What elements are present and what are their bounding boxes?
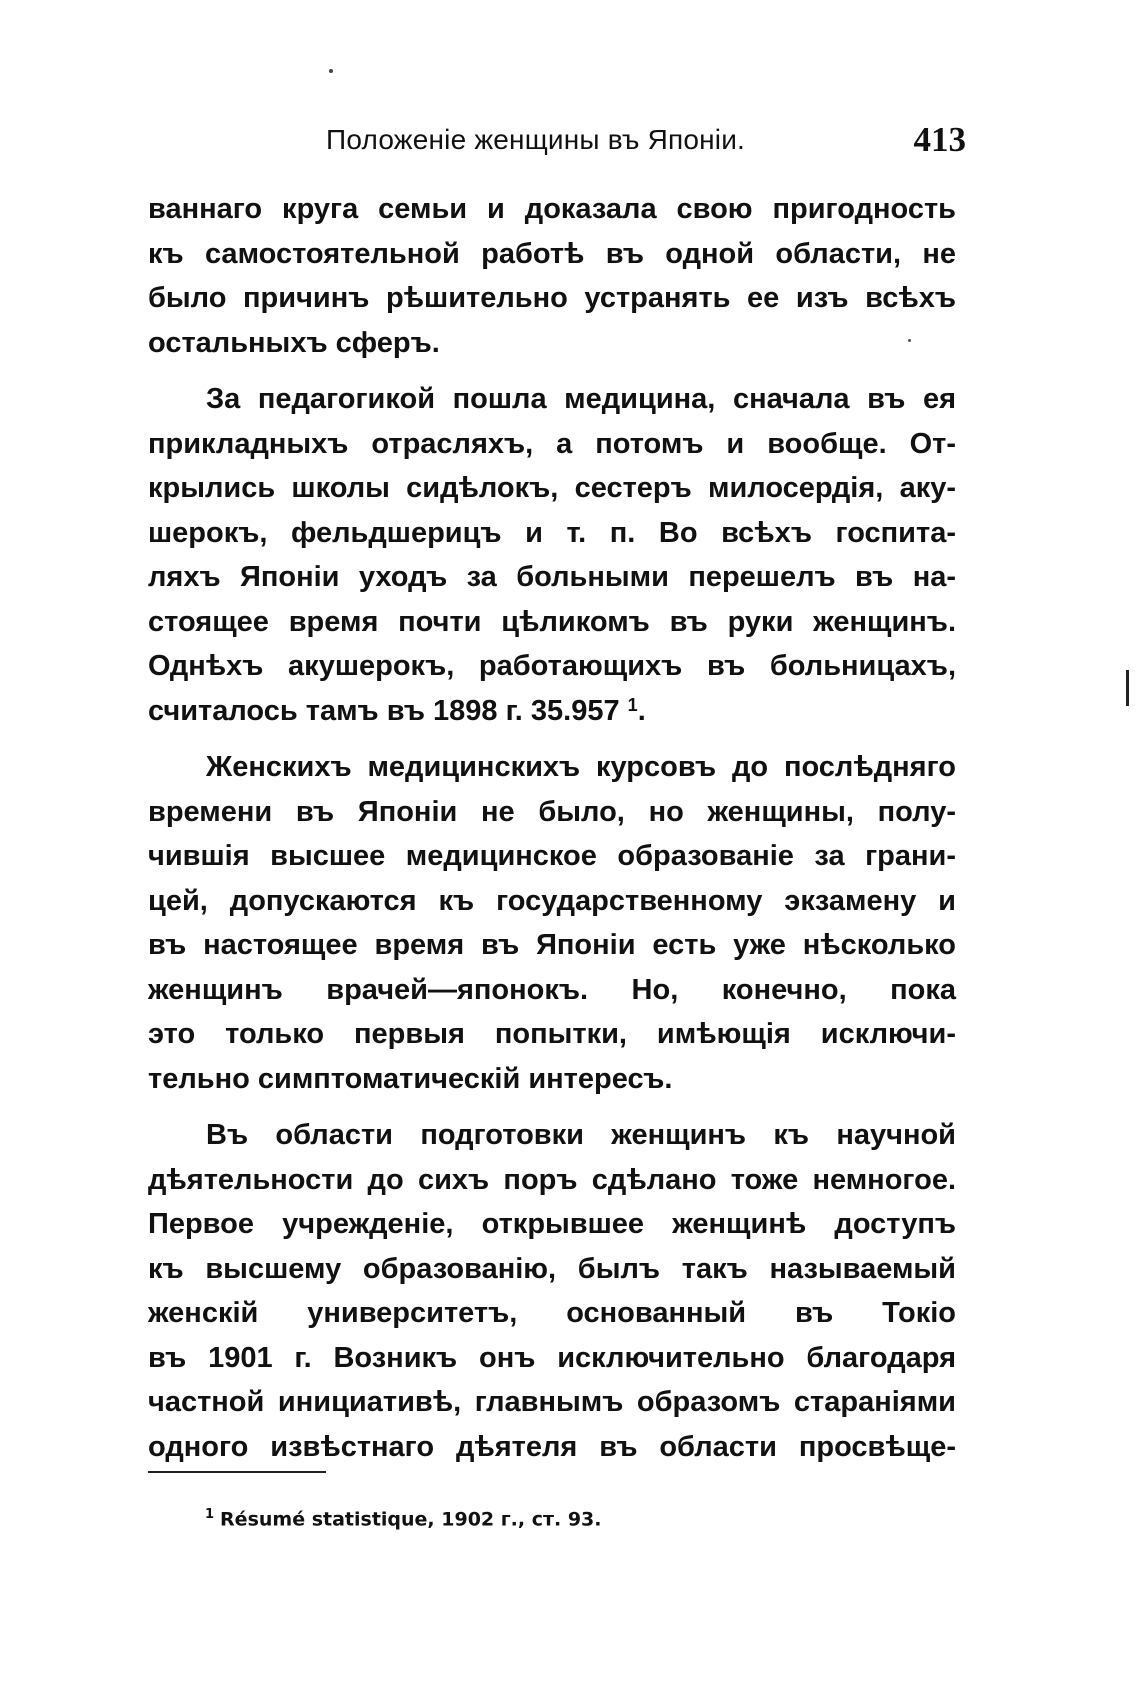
text-line: частной инициативѣ, главнымъ образомъ стараніями (148, 1386, 956, 1418)
footnote-reference[interactable]: 1 (627, 694, 638, 715)
text-line-with-footnote (148, 689, 956, 734)
text-line: дѣятельности до сихъ поръ сдѣлано тоже немногое. (148, 1163, 956, 1196)
text-line: За педагогикой пошла медицина, сначала въ ея (206, 383, 956, 415)
paragraph (148, 745, 956, 1101)
text-line: ваннаго круга семьи и доказала свою пригодность (148, 193, 956, 225)
text-line: Первое учрежденіе, открывшее женщинѣ доступъ (148, 1208, 956, 1240)
text-line: стоящее время почти цѣликомъ въ руки женщинъ. (148, 605, 956, 638)
text-line: Однѣхъ акушерокъ, работающихъ въ больницахъ, (148, 650, 956, 682)
body-text (148, 187, 956, 1481)
footnote-mark: 1 (205, 1507, 215, 1522)
text-line: къ самостоятельной работѣ въ одной области, не (148, 237, 956, 270)
text-line: прикладныхъ отрасляхъ, а потомъ и вообще. От- (148, 427, 956, 460)
text-line: женщинъ врачей—японокъ. Но, конечно, пока (148, 973, 956, 1006)
text-line: ляхъ Японіи уходъ за больными перешелъ въ на- (148, 561, 956, 593)
text-line: одного извѣстнаго дѣятеля въ области просвѣще- (148, 1430, 956, 1463)
text-line: времени въ Японіи не было, но женщины, полу- (148, 795, 956, 828)
page-edge-mark (1126, 670, 1129, 706)
text-line: тельно симптоматическій интересъ. (148, 1062, 673, 1095)
text-line: Въ области подготовки женщинъ къ научной (206, 1119, 956, 1151)
text-line: къ высшему образованію, былъ такъ называемый (148, 1252, 956, 1285)
text-line: женскій университетъ, основанный въ Токіо (148, 1297, 956, 1329)
footnote (205, 1507, 602, 1530)
text-line: Женскихъ медицинскихъ курсовъ до послѣдняго (206, 751, 956, 783)
text-line: чившія высшее медицинское образованіе за грани- (148, 840, 956, 872)
paragraph (148, 377, 956, 733)
text-line: это только первыя попытки, имѣющія исключи- (148, 1018, 956, 1050)
text-fragment: считалось тамъ въ 1898 г. 35.957 (148, 694, 620, 727)
text-line: крылись школы сидѣлокъ, сестеръ милосердія, аку- (148, 472, 956, 504)
footnote-text: Résumé statistique, 1902 г., ст. 93. (220, 1508, 602, 1531)
text-line: цей, допускаются къ государственному экзамену и (148, 884, 956, 917)
text-line: шерокъ, фельдшерицъ и т. п. Во всѣхъ госпита- (148, 516, 956, 549)
page-number: 413 (913, 120, 966, 159)
paragraph (148, 187, 956, 365)
text-line: въ 1901 г. Возникъ онъ исключительно благодаря (148, 1341, 956, 1374)
running-title: Положеніе женщины въ Японіи. (326, 124, 746, 155)
text-line: было причинъ рѣшительно устранять ее изъ всѣхъ (148, 282, 956, 314)
text-fragment: . (637, 694, 646, 727)
text-line: въ настоящее время въ Японіи есть уже нѣсколько (148, 929, 956, 961)
paragraph (148, 1113, 956, 1469)
text-line: остальныхъ сферъ. (148, 326, 440, 359)
print-speck (329, 69, 333, 73)
footnote-separator (148, 1471, 326, 1473)
page-header (326, 120, 966, 164)
